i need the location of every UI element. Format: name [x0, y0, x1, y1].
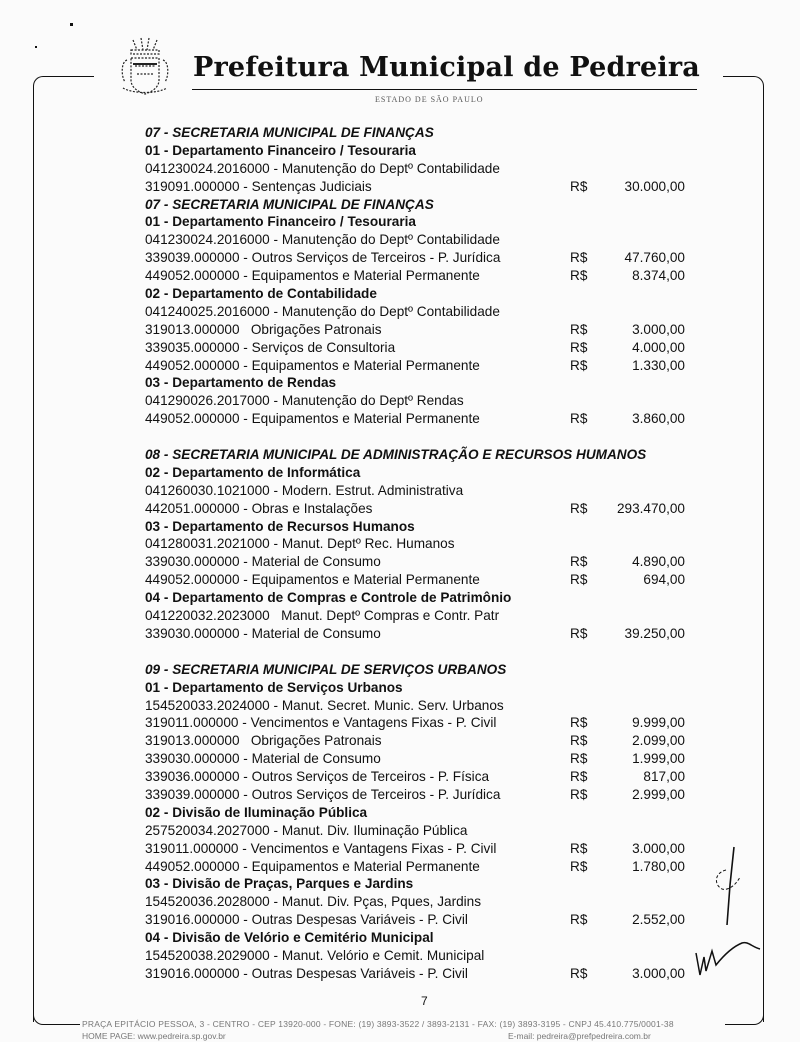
line-text: 449052.000000 - Equipamentos e Material Permanente [145, 411, 480, 427]
line-text: 041230024.2016000 - Manutenção do Deptº Contabilidade [145, 232, 500, 248]
line-text: 07 - SECRETARIA MUNICIPAL DE FINANÇAS [145, 196, 434, 212]
scan-speck [70, 23, 73, 26]
coat-of-arms-icon [115, 36, 175, 102]
department-heading [145, 589, 705, 607]
line-text: 03 - Departamento de Recursos Humanos [145, 518, 415, 534]
expense-item [145, 750, 705, 768]
signature-initials [700, 845, 760, 935]
line-text: 339039.000000 - Outros Serviços de Terceiros - P. Jurídica [145, 786, 501, 802]
line-text: 319013.000000 Obrigações Patronais [145, 733, 382, 749]
program-line [145, 607, 705, 625]
line-text: 449052.000000 - Equipamentos e Material Permanente [145, 858, 480, 874]
amount-value: 817,00 [643, 769, 685, 785]
line-text: 041290026.2017000 - Manutenção do Deptº Rendas [145, 393, 464, 409]
department-heading [145, 518, 705, 536]
state-subtitle: ESTADO DE SÃO PAULO [375, 95, 484, 104]
department-heading [145, 374, 705, 392]
expense-item [145, 410, 705, 428]
currency-symbol: R$ [570, 786, 588, 802]
line-text: 319016.000000 - Outras Despesas Variáveis - P. Civil [145, 912, 468, 928]
currency-symbol: R$ [570, 858, 588, 874]
program-line [145, 303, 705, 321]
secretariat-heading [145, 196, 705, 214]
line-text: 041240025.2016000 - Manutenção do Deptº Contabilidade [145, 303, 500, 319]
line-text: 09 - SECRETARIA MUNICIPAL DE SERVIÇOS URBANOS [145, 661, 507, 677]
currency-symbol: R$ [570, 411, 588, 427]
currency-symbol: R$ [570, 965, 588, 981]
line-text: 041230024.2016000 - Manutenção do Deptº Contabilidade [145, 160, 500, 176]
line-text: 03 - Departamento de Rendas [145, 375, 337, 391]
expense-item [145, 911, 705, 929]
currency-symbol: R$ [570, 840, 588, 856]
department-heading [145, 875, 705, 893]
line-text: 442051.000000 - Obras e Instalações [145, 500, 373, 516]
line-text: 339039.000000 - Outros Serviços de Terceiros - P. Jurídica [145, 250, 501, 266]
currency-symbol: R$ [570, 733, 588, 749]
department-heading [145, 142, 705, 160]
footer-homepage: HOME PAGE: www.pedreira.sp.gov.br [82, 1031, 226, 1041]
amount-value: 8.374,00 [632, 268, 685, 284]
currency-symbol: R$ [570, 715, 588, 731]
amount-value: 9.999,00 [632, 715, 685, 731]
program-line [145, 160, 705, 178]
currency-symbol: R$ [570, 751, 588, 767]
budget-document-body [145, 124, 705, 983]
amount-value: 1.780,00 [632, 858, 685, 874]
line-text: 02 - Divisão de Iluminação Pública [145, 804, 368, 820]
amount-value: 3.860,00 [632, 411, 685, 427]
expense-item [145, 571, 705, 589]
expense-item [145, 858, 705, 876]
line-text: 339036.000000 - Outros Serviços de Terceiros - P. Física [145, 769, 490, 785]
department-heading [145, 929, 705, 947]
page-number: 7 [421, 994, 428, 1008]
program-line [145, 947, 705, 965]
line-text: 03 - Divisão de Praças, Parques e Jardins [145, 876, 414, 892]
line-text: 02 - Departamento de Contabilidade [145, 286, 377, 302]
amount-value: 30.000,00 [624, 178, 685, 194]
secretariat-heading [145, 661, 705, 679]
department-heading [145, 285, 705, 303]
expense-item [145, 965, 705, 983]
secretariat-heading [145, 124, 705, 142]
amount-value: 4.000,00 [632, 339, 685, 355]
department-heading [145, 679, 705, 697]
line-text: 07 - SECRETARIA MUNICIPAL DE FINANÇAS [145, 125, 434, 140]
line-text: 319011.000000 - Vencimentos e Vantagens Fixas - P. Civil [145, 840, 497, 856]
program-line [145, 697, 705, 715]
line-text: 04 - Divisão de Velório e Cemitério Municipal [145, 930, 434, 946]
line-text: 257520034.2027000 - Manut. Div. Iluminação Pública [145, 822, 468, 838]
expense-item [145, 178, 705, 196]
line-text: 449052.000000 - Equipamentos e Material Permanente [145, 357, 480, 373]
amount-value: 694,00 [643, 572, 685, 588]
program-line [145, 392, 705, 410]
amount-value: 3.000,00 [632, 840, 685, 856]
currency-symbol: R$ [570, 572, 588, 588]
currency-symbol: R$ [570, 178, 588, 194]
line-text: 339030.000000 - Material de Consumo [145, 751, 381, 767]
expense-item [145, 321, 705, 339]
program-line [145, 893, 705, 911]
line-text: 01 - Departamento de Serviços Urbanos [145, 679, 403, 695]
line-text: 154520038.2029000 - Manut. Velório e Cemit. Municipal [145, 947, 485, 963]
program-line [145, 231, 705, 249]
expense-item [145, 267, 705, 285]
scan-speck [35, 46, 37, 48]
line-text: 449052.000000 - Equipamentos e Material Permanente [145, 268, 480, 284]
line-text: 319091.000000 - Sentenças Judiciais [145, 178, 372, 194]
page-border-bottom-right [725, 990, 764, 1025]
expense-item [145, 500, 705, 518]
amount-value: 39.250,00 [624, 625, 685, 641]
amount-value: 1.330,00 [632, 357, 685, 373]
footer-email: E-mail: pedreira@prefpedreira.com.br [508, 1031, 651, 1041]
line-text: 041280031.2021000 - Manut. Deptº Rec. Humanos [145, 536, 455, 552]
expense-item [145, 786, 705, 804]
blank-line [145, 643, 705, 661]
currency-symbol: R$ [570, 268, 588, 284]
currency-symbol: R$ [570, 769, 588, 785]
blank-line [145, 428, 705, 446]
line-text: 08 - SECRETARIA MUNICIPAL DE ADMINISTRAÇÃO E RECURSOS HUMANOS [145, 447, 647, 463]
line-text: 04 - Departamento de Compras e Controle de Patrimônio [145, 590, 512, 606]
expense-item [145, 714, 705, 732]
department-heading [145, 464, 705, 482]
secretariat-heading [145, 446, 705, 464]
currency-symbol: R$ [570, 625, 588, 641]
amount-value: 2.099,00 [632, 733, 685, 749]
line-text: 339035.000000 - Serviços de Consultoria [145, 339, 396, 355]
amount-value: 293.470,00 [616, 500, 685, 516]
department-heading [145, 804, 705, 822]
amount-value: 2.999,00 [632, 786, 685, 802]
currency-symbol: R$ [570, 339, 588, 355]
amount-value: 3.000,00 [632, 321, 685, 337]
department-heading [145, 213, 705, 231]
line-text: 319013.000000 Obrigações Patronais [145, 321, 382, 337]
line-text: 339030.000000 - Material de Consumo [145, 554, 381, 570]
expense-item [145, 553, 705, 571]
program-line [145, 822, 705, 840]
expense-item [145, 249, 705, 267]
title-underline [192, 89, 697, 90]
expense-item [145, 625, 705, 643]
line-text: 319011.000000 - Vencimentos e Vantagens Fixas - P. Civil [145, 715, 497, 731]
expense-item [145, 840, 705, 858]
currency-symbol: R$ [570, 912, 588, 928]
program-line [145, 482, 705, 500]
currency-symbol: R$ [570, 250, 588, 266]
line-text: 339030.000000 - Material de Consumo [145, 625, 381, 641]
expense-item [145, 357, 705, 375]
currency-symbol: R$ [570, 554, 588, 570]
page-title: Prefeitura Municipal de Pedreira [193, 52, 700, 83]
line-text: 154520033.2024000 - Manut. Secret. Munic. Serv. Urbanos [145, 697, 504, 713]
amount-value: 2.552,00 [632, 912, 685, 928]
amount-value: 3.000,00 [632, 965, 685, 981]
page-border-left [33, 76, 94, 1022]
amount-value: 1.999,00 [632, 751, 685, 767]
currency-symbol: R$ [570, 500, 588, 516]
currency-symbol: R$ [570, 357, 588, 373]
page-border-bottom-left [33, 990, 80, 1025]
expense-item [145, 768, 705, 786]
currency-symbol: R$ [570, 321, 588, 337]
line-text: 041260030.1021000 - Modern. Estrut. Administrativa [145, 482, 464, 498]
amount-value: 4.890,00 [632, 554, 685, 570]
line-text: 319016.000000 - Outras Despesas Variáveis - P. Civil [145, 965, 468, 981]
amount-value: 47.760,00 [624, 250, 685, 266]
line-text: 01 - Departamento Financeiro / Tesouraria [145, 214, 416, 230]
line-text: 01 - Departamento Financeiro / Tesouraria [145, 142, 416, 158]
signature-scribble [690, 935, 770, 980]
line-text: 02 - Departamento de Informática [145, 464, 361, 480]
expense-item [145, 339, 705, 357]
expense-item [145, 732, 705, 750]
line-text: 041220032.2023000 Manut. Deptº Compras e Contr. Patr [145, 608, 500, 624]
footer-address: PRAÇA EPITÁCIO PESSOA, 3 - CENTRO - CEP 13920-000 - FONE: (19) 3893-3522 / 3893-2131 - FAX: (19) 3893-3195 - CNPJ 45.410.775/0001-38 [82, 1019, 674, 1029]
program-line [145, 535, 705, 553]
line-text: 449052.000000 - Equipamentos e Material Permanente [145, 572, 480, 588]
line-text: 154520036.2028000 - Manut. Div. Pças, Pques, Jardins [145, 894, 482, 910]
